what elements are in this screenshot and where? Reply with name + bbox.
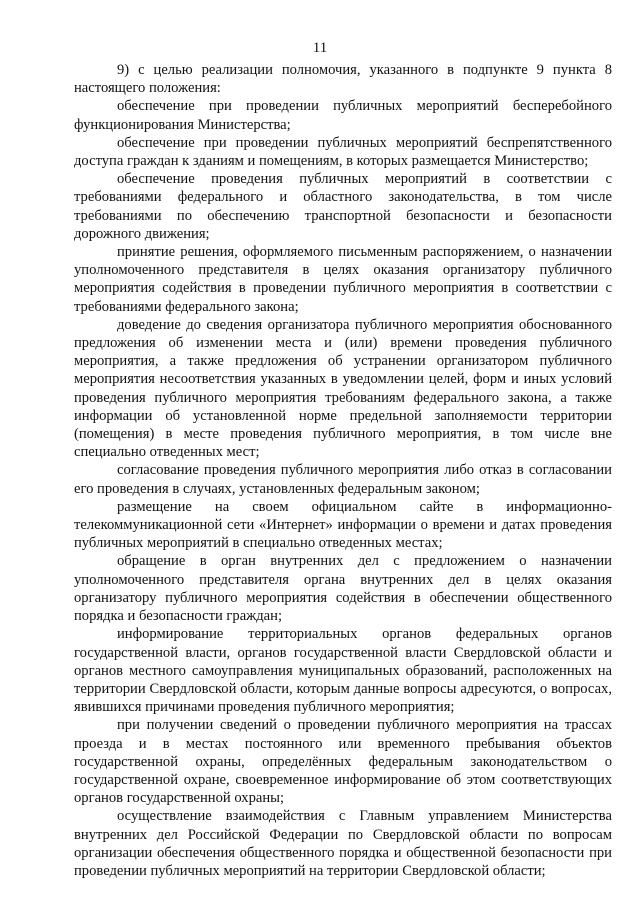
- paragraph-state-protection: при получении сведений о проведении публичного мероприятия на трассах проезда и в местах постоянного или временного пребывания объектов государственной охраны, определённых федеральным законодательством о государственной охране, своевременное информирование об этом соответствующих органов государственной охраны;: [74, 717, 612, 807]
- paragraph-police-request: обращение в орган внутренних дел с предложением о назначении уполномоченного представителя органа внутренних дел в целях оказания организатору публичного мероприятия содействия в обеспечении общественного порядка и безопасности граждан;: [74, 553, 612, 625]
- paragraph-organizer-notification: доведение до сведения организатора публичного мероприятия обоснованного предложения об изменении места и (или) времени проведения публичного мероприятия, а также предложения об устранении организатором публичного мероприятия несоответствия указанных в уведомлении целей, форм и иных условий проведения публичного мероприятия требованиям федерального закона, а также информации об установленной норме предельной заполняемости территории (помещения) в месте проведения публичного мероприятия, в том числе вне специально отведенных мест;: [74, 316, 612, 461]
- paragraph-item-9: 9) с целью реализации полномочия, указанного в подпункте 9 пункта 8 настоящего положения:: [74, 62, 612, 97]
- paragraph-website-publication: размещение на своем официальном сайте в информационно-телекоммуникационной сети «Интернет» информации о времени и датах проведения публичных мероприятий в специально отведенных местах;: [74, 498, 612, 552]
- paragraph-representative-appointment: принятие решения, оформляемого письменным распоряжением, о назначении уполномоченного представителя в целях оказания организатору публичного мероприятия содействия в проведении публичного мероприятия в соответствии с требованиями федерального закона;: [74, 244, 612, 315]
- paragraph-interaction-police: осуществление взаимодействия с Главным управлением Министерства внутренних дел Российской Федерации по Свердловской области по вопросам организации обеспечения общественного порядка и общественной безопасности при проведении публичных мероприятий на территории Свердловской области;: [74, 808, 612, 879]
- paragraph-authorities-informing: информирование территориальных органов федеральных органов государственной власти, органов государственной власти Свердловской области и органов местного самоуправления муниципальных образований, расположенных на территории Свердловской области, которым данные вопросы адресуются, о вопросах, явившихся причинами проведения публичного мероприятия;: [74, 626, 612, 716]
- paragraph-approval: согласование проведения публичного мероприятия либо отказ в согласовании его проведения в случаях, установленных федеральным законом;: [74, 462, 612, 497]
- paragraph-unimpeded-access: обеспечение при проведении публичных мероприятий беспрепятственного доступа граждан к зданиям и помещениям, в которых размещается Министерство;: [74, 134, 612, 170]
- document-body: [74, 61, 612, 880]
- paragraph-uninterrupted-functioning: обеспечение при проведении публичных мероприятий бесперебойного функционирования Министерства;: [74, 98, 612, 133]
- paragraph-legislation-compliance: обеспечение проведения публичных мероприятий в соответствии с требованиями федерального и областного законодательства, в том числе требованиями по обеспечению транспортной безопасности и безопасности дорожного движения;: [74, 171, 612, 242]
- page-number: 11: [312, 40, 328, 56]
